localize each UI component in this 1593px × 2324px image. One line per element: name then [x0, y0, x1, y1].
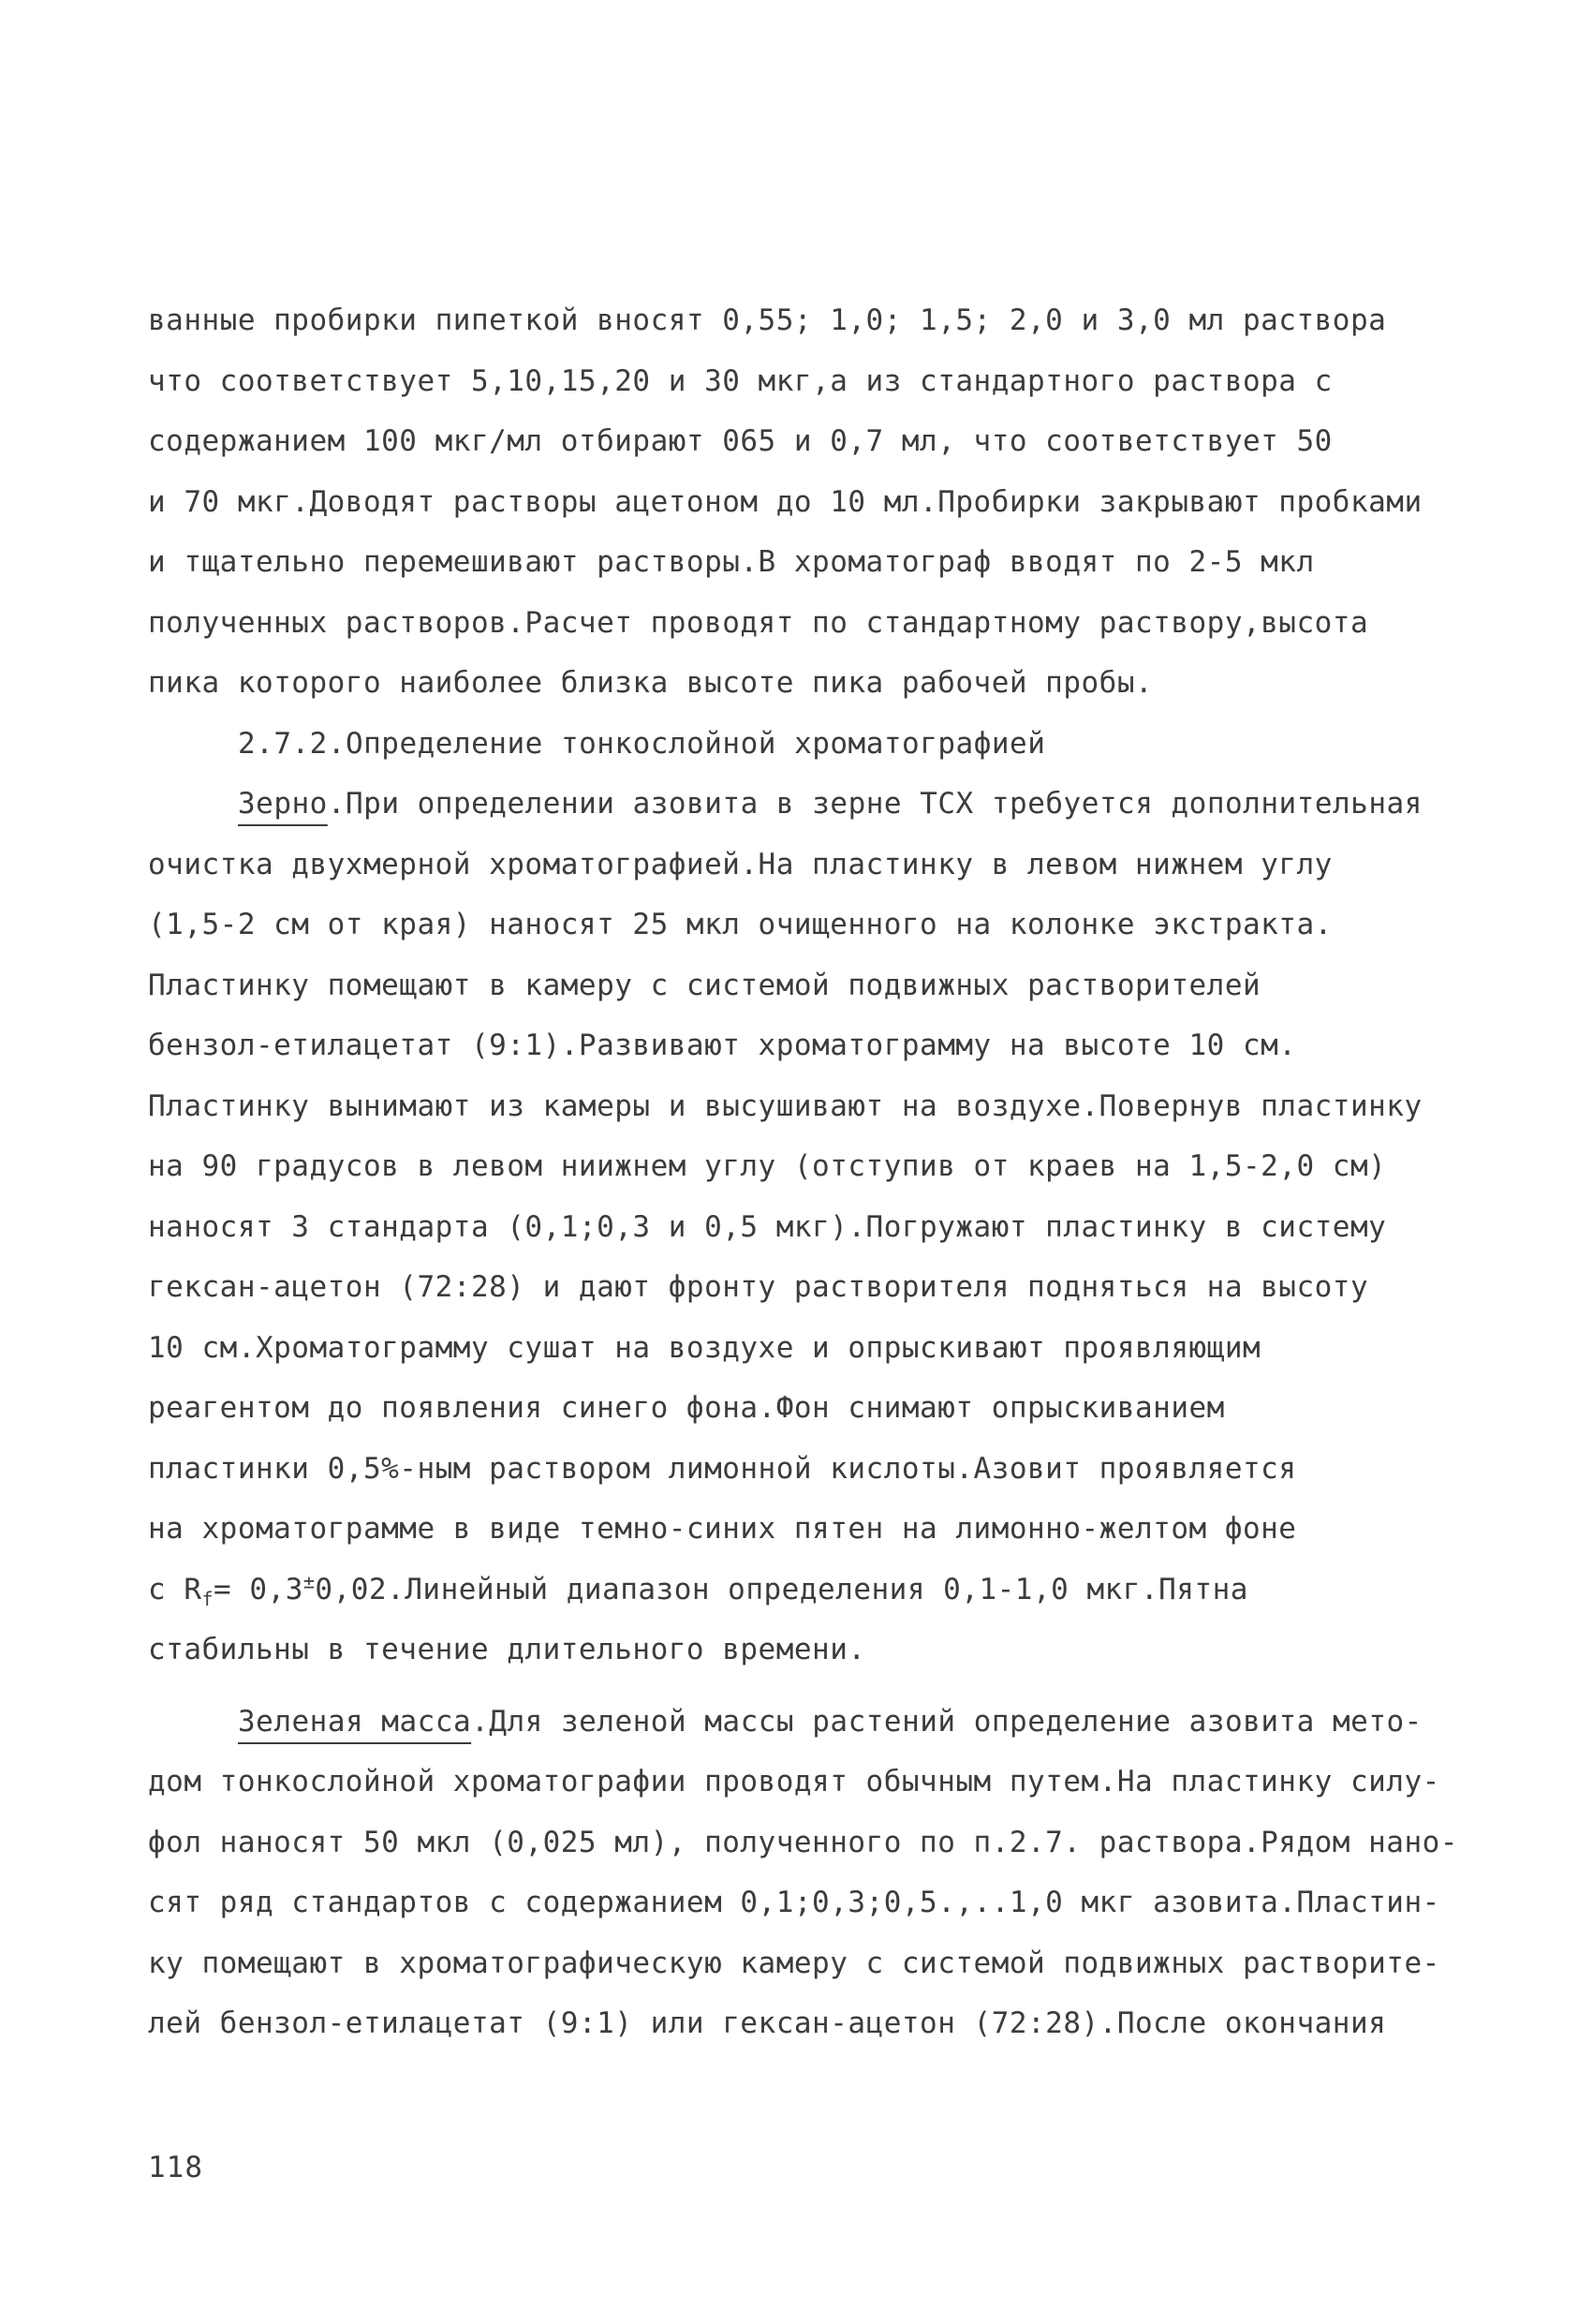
text-line: стабильны в течение длительного времени. — [148, 1633, 866, 1666]
text-line: наносят 3 стандарта (0,1;0,3 и 0,5 мкг).Погружают пластинку в систему — [148, 1209, 1387, 1244]
text-line: пластинки 0,5%-ным раствором лимонной кислоты.Азовит проявляется — [148, 1451, 1297, 1486]
text-line: 10 см.Хроматограмму сушат на воздухе и опрыскивают проявляющим — [148, 1330, 1261, 1365]
section-heading: 2.7.2.Определение тонкослойной хроматографией — [238, 726, 1046, 761]
text-line: на хроматограмме в виде темно-синих пятен на лимонно-желтом фоне — [148, 1512, 1297, 1546]
text-run: с R — [148, 1572, 202, 1606]
text-line: (1,5-2 см от края) наносят 25 мкл очищенного на колонке экстракта. — [148, 908, 1333, 941]
page-number: 118 — [148, 2151, 203, 2184]
text-run: = 0,3 — [214, 1572, 303, 1606]
text-line: что соответствует 5,10,15,20 и 30 мкг,а из стандартного раствора с — [148, 363, 1333, 398]
text-run: .При определении азовита в зерне ТСХ требуется дополнительная — [327, 787, 1423, 821]
run-in-heading-green-mass: Зеленая масса — [238, 1704, 472, 1739]
text-line: ванные пробирки пипеткой вносят 0,55; 1,0; 1,5; 2,0 и 3,0 мл раствора — [148, 303, 1387, 337]
text-line: и тщательно перемешивают растворы.В хроматограф вводят по 2-5 мкл — [148, 545, 1315, 579]
text-line — [148, 1692, 1459, 1753]
paragraph-3 — [148, 1692, 1459, 2054]
text-line: Пластинку помещают в камеру с системой подвижных растворителей — [148, 968, 1261, 1002]
paragraph-gap — [148, 1680, 1459, 1692]
text-line: лей бензол-етилацетат (9:1) или гексан-ацетон (72:28).После окончания — [148, 2006, 1387, 2040]
text-line-rf — [148, 1560, 1459, 1621]
text-line: на 90 градусов в левом ниижнем углу (отступив от краев на 1,5-2,0 см) — [148, 1149, 1387, 1183]
text-line: очистка двухмерной хроматографией.На пластинку в левом нижнем углу — [148, 847, 1333, 881]
text-line: и 70 мкг.Доводят растворы ацетоном до 10 мл.Пробирки закрывают пробками — [148, 484, 1423, 519]
text-line: фол наносят 50 мкл (0,025 мл), полученного по п.2.7. раствора.Рядом нано- — [148, 1825, 1458, 1859]
text-line: Пластинку вынимают из камеры и высушивают на воздухе.Повернув пластинку — [148, 1088, 1423, 1123]
paragraph-1 — [148, 290, 1459, 714]
plus-minus-sign: ± — [302, 1570, 316, 1593]
text-line: сят ряд стандартов с содержанием 0,1;0,3;0,5.,..1,0 мкг азовита.Пластин- — [148, 1886, 1440, 1919]
text-run: 0,02.Линейный диапазон определения 0,1-1,0 мкг.Пятна — [315, 1572, 1248, 1606]
text-line: содержанием 100 мкг/мл отбирают 065 и 0,7 мл, что соответствует 50 — [148, 424, 1333, 458]
text-line: полученных растворов.Расчет проводят по стандартному раствору,высота — [148, 605, 1369, 640]
text-line: дом тонкослойной хроматографии проводят обычным путем.На пластинку силу- — [148, 1765, 1440, 1799]
text-line: гексан-ацетон (72:28) и дают фронту растворителя подняться на высоту — [148, 1270, 1369, 1304]
text-run: .Для зеленой массы растений определение азовита мето- — [471, 1704, 1423, 1739]
text-line: ку помещают в хроматографическую камеру с системой подвижных растворите- — [148, 1946, 1440, 1980]
text-line: бензол-етилацетат (9:1).Развивают хроматограмму на высоте 10 см. — [148, 1029, 1297, 1062]
paragraph-2 — [148, 774, 1459, 1680]
text-line: пика которого наиболее близка высоте пика рабочей пробы. — [148, 666, 1154, 700]
body-text — [148, 290, 1459, 2054]
text-line — [148, 774, 1459, 835]
run-in-heading-grain: Зерно — [238, 787, 328, 821]
subscript: f — [201, 1587, 214, 1610]
text-line: реагентом до появления синего фона.Фон снимают опрыскиванием — [148, 1391, 1225, 1425]
